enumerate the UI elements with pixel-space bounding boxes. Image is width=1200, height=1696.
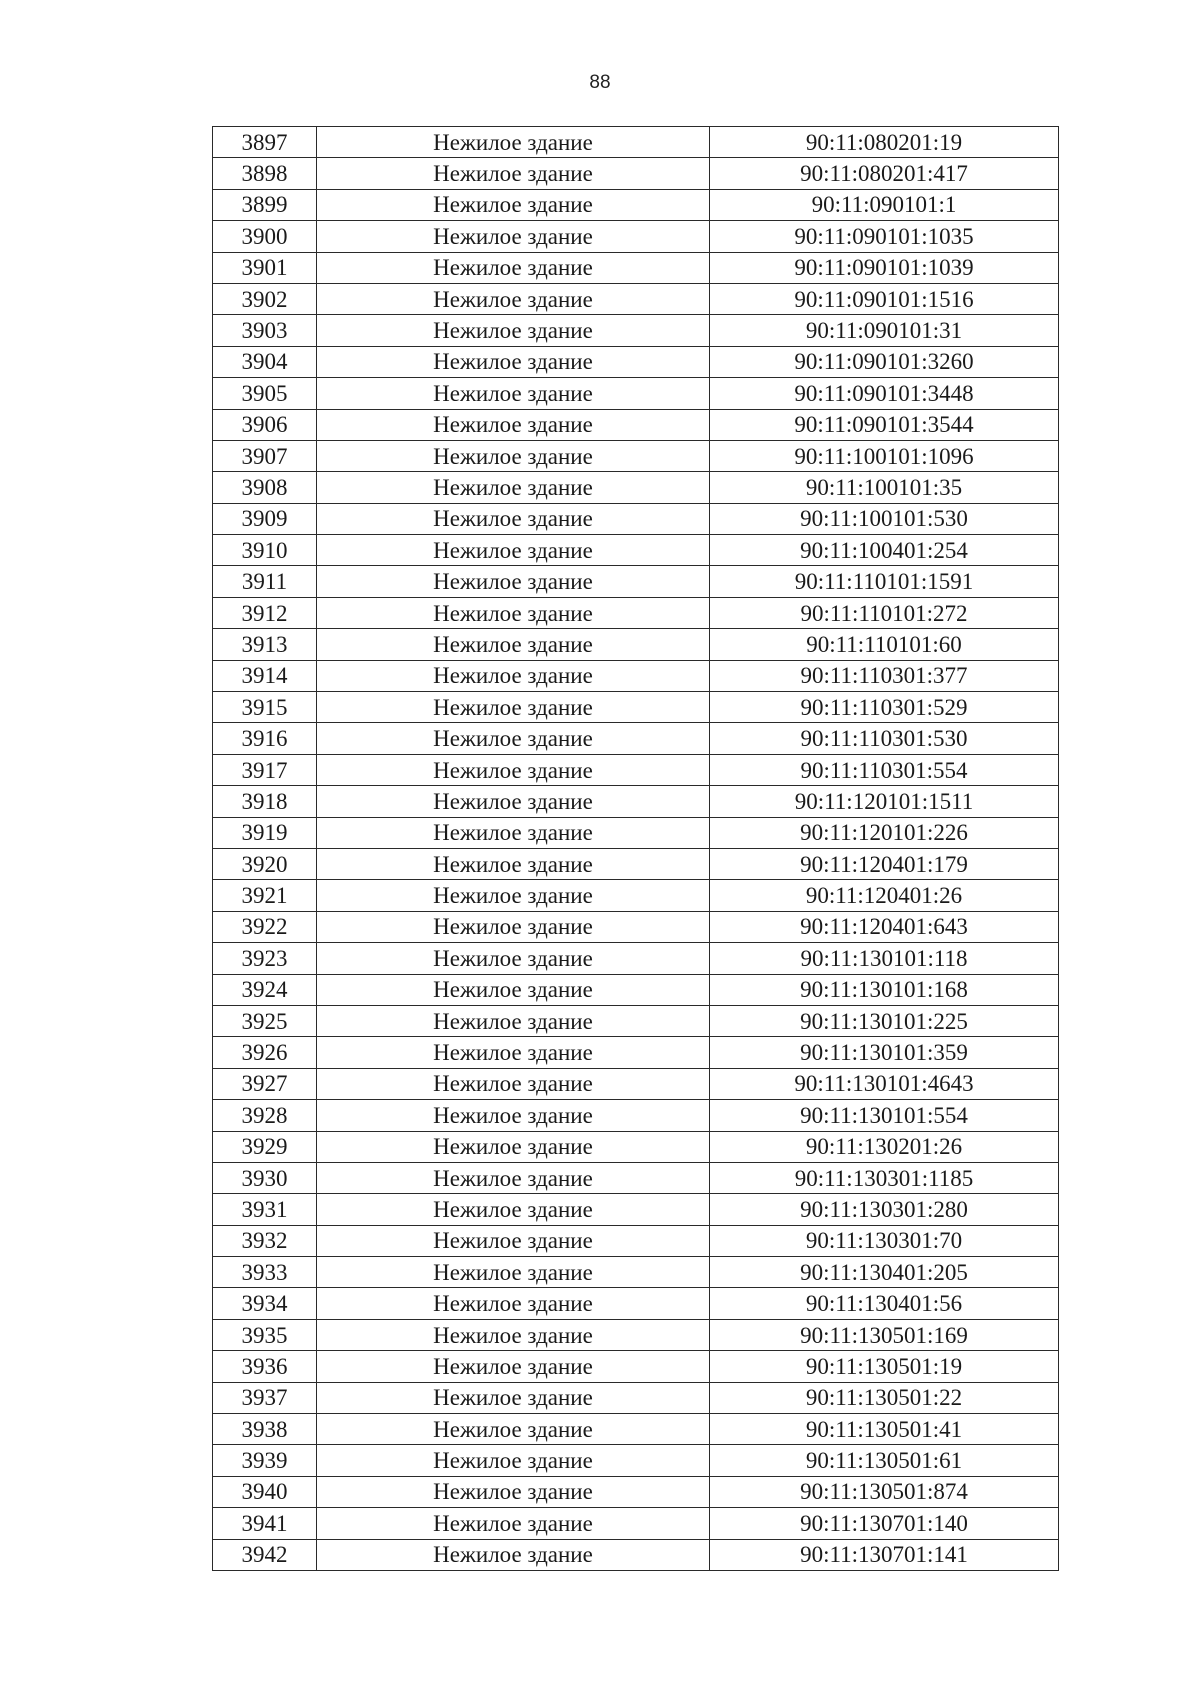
cadastral-number-cell: 90:11:130201:26 [710,1131,1059,1162]
row-number-cell: 3898 [213,158,317,189]
table-row [213,629,1059,660]
cadastral-number-cell: 90:11:130501:874 [710,1476,1059,1507]
row-number-cell: 3928 [213,1100,317,1131]
object-type-cell: Нежилое здание [317,1445,710,1476]
table-row [213,221,1059,252]
row-number-cell: 3936 [213,1351,317,1382]
table-row [213,1319,1059,1350]
row-number-cell: 3940 [213,1476,317,1507]
cadastral-number-cell: 90:11:110301:377 [710,660,1059,691]
cadastral-number-cell: 90:11:130501:19 [710,1351,1059,1382]
object-type-cell: Нежилое здание [317,189,710,220]
object-type-cell: Нежилое здание [317,440,710,471]
row-number-cell: 3902 [213,283,317,314]
table-row [213,943,1059,974]
object-type-cell: Нежилое здание [317,880,710,911]
cadastral-number-cell: 90:11:110301:529 [710,692,1059,723]
table-row [213,535,1059,566]
cadastral-number-cell: 90:11:120101:1511 [710,786,1059,817]
object-type-cell: Нежилое здание [317,629,710,660]
row-number-cell: 3922 [213,911,317,942]
row-number-cell: 3931 [213,1194,317,1225]
row-number-cell: 3901 [213,252,317,283]
row-number-cell: 3921 [213,880,317,911]
table-row [213,817,1059,848]
table-row [213,660,1059,691]
row-number-cell: 3934 [213,1288,317,1319]
row-number-cell: 3914 [213,660,317,691]
object-type-cell: Нежилое здание [317,1257,710,1288]
object-type-cell: Нежилое здание [317,1194,710,1225]
table-row [213,1508,1059,1539]
row-number-cell: 3939 [213,1445,317,1476]
table-row [213,1068,1059,1099]
object-type-cell: Нежилое здание [317,252,710,283]
cadastral-number-cell: 90:11:130301:280 [710,1194,1059,1225]
object-type-cell: Нежилое здание [317,911,710,942]
cadastral-number-cell: 90:11:130101:118 [710,943,1059,974]
object-type-cell: Нежилое здание [317,535,710,566]
row-number-cell: 3915 [213,692,317,723]
object-type-cell: Нежилое здание [317,283,710,314]
registry-table-body [213,127,1059,1571]
table-row [213,1194,1059,1225]
table-row [213,1162,1059,1193]
cadastral-number-cell: 90:11:130101:168 [710,974,1059,1005]
row-number-cell: 3917 [213,754,317,785]
cadastral-number-cell: 90:11:080201:417 [710,158,1059,189]
table-row [213,1257,1059,1288]
row-number-cell: 3935 [213,1319,317,1350]
row-number-cell: 3920 [213,848,317,879]
cadastral-number-cell: 90:11:130101:554 [710,1100,1059,1131]
object-type-cell: Нежилое здание [317,221,710,252]
object-type-cell: Нежилое здание [317,158,710,189]
row-number-cell: 3942 [213,1539,317,1570]
row-number-cell: 3933 [213,1257,317,1288]
row-number-cell: 3905 [213,378,317,409]
row-number-cell: 3930 [213,1162,317,1193]
object-type-cell: Нежилое здание [317,1131,710,1162]
cadastral-number-cell: 90:11:120401:643 [710,911,1059,942]
cadastral-number-cell: 90:11:100101:35 [710,472,1059,503]
cadastral-number-cell: 90:11:110301:554 [710,754,1059,785]
cadastral-number-cell: 90:11:130101:4643 [710,1068,1059,1099]
cadastral-number-cell: 90:11:130301:1185 [710,1162,1059,1193]
table-row [213,346,1059,377]
table-row [213,1225,1059,1256]
row-number-cell: 3897 [213,127,317,158]
cadastral-number-cell: 90:11:090101:1 [710,189,1059,220]
object-type-cell: Нежилое здание [317,1508,710,1539]
object-type-cell: Нежилое здание [317,1037,710,1068]
object-type-cell: Нежилое здание [317,1351,710,1382]
row-number-cell: 3923 [213,943,317,974]
cadastral-number-cell: 90:11:130701:140 [710,1508,1059,1539]
table-row [213,283,1059,314]
cadastral-number-cell: 90:11:110301:530 [710,723,1059,754]
table-row [213,1351,1059,1382]
cadastral-number-cell: 90:11:100401:254 [710,535,1059,566]
cadastral-number-cell: 90:11:100101:530 [710,503,1059,534]
table-row [213,1539,1059,1570]
row-number-cell: 3927 [213,1068,317,1099]
cadastral-number-cell: 90:11:130501:169 [710,1319,1059,1350]
object-type-cell: Нежилое здание [317,848,710,879]
object-type-cell: Нежилое здание [317,723,710,754]
cadastral-number-cell: 90:11:090101:1516 [710,283,1059,314]
object-type-cell: Нежилое здание [317,974,710,1005]
object-type-cell: Нежилое здание [317,1005,710,1036]
cadastral-number-cell: 90:11:090101:3544 [710,409,1059,440]
object-type-cell: Нежилое здание [317,127,710,158]
cadastral-number-cell: 90:11:120401:179 [710,848,1059,879]
row-number-cell: 3903 [213,315,317,346]
row-number-cell: 3925 [213,1005,317,1036]
cadastral-number-cell: 90:11:110101:60 [710,629,1059,660]
object-type-cell: Нежилое здание [317,817,710,848]
row-number-cell: 3926 [213,1037,317,1068]
table-row [213,127,1059,158]
row-number-cell: 3918 [213,786,317,817]
cadastral-number-cell: 90:11:130501:22 [710,1382,1059,1413]
object-type-cell: Нежилое здание [317,1288,710,1319]
object-type-cell: Нежилое здание [317,1476,710,1507]
table-row [213,880,1059,911]
table-row [213,189,1059,220]
cadastral-number-cell: 90:11:090101:31 [710,315,1059,346]
object-type-cell: Нежилое здание [317,1319,710,1350]
object-type-cell: Нежилое здание [317,1100,710,1131]
row-number-cell: 3929 [213,1131,317,1162]
cadastral-number-cell: 90:11:100101:1096 [710,440,1059,471]
row-number-cell: 3938 [213,1414,317,1445]
table-row [213,440,1059,471]
row-number-cell: 3904 [213,346,317,377]
table-row [213,911,1059,942]
object-type-cell: Нежилое здание [317,692,710,723]
row-number-cell: 3941 [213,1508,317,1539]
object-type-cell: Нежилое здание [317,315,710,346]
object-type-cell: Нежилое здание [317,409,710,440]
table-row [213,1414,1059,1445]
row-number-cell: 3908 [213,472,317,503]
row-number-cell: 3913 [213,629,317,660]
object-type-cell: Нежилое здание [317,1068,710,1099]
cadastral-number-cell: 90:11:130101:359 [710,1037,1059,1068]
object-type-cell: Нежилое здание [317,378,710,409]
row-number-cell: 3911 [213,566,317,597]
table-row [213,315,1059,346]
table-row [213,472,1059,503]
cadastral-number-cell: 90:11:110101:272 [710,597,1059,628]
row-number-cell: 3924 [213,974,317,1005]
table-row [213,566,1059,597]
cadastral-number-cell: 90:11:130301:70 [710,1225,1059,1256]
object-type-cell: Нежилое здание [317,346,710,377]
cadastral-number-cell: 90:11:090101:3448 [710,378,1059,409]
object-type-cell: Нежилое здание [317,1162,710,1193]
table-row [213,1445,1059,1476]
object-type-cell: Нежилое здание [317,472,710,503]
object-type-cell: Нежилое здание [317,1225,710,1256]
row-number-cell: 3909 [213,503,317,534]
table-row [213,692,1059,723]
table-row [213,378,1059,409]
row-number-cell: 3912 [213,597,317,628]
cadastral-number-cell: 90:11:120101:226 [710,817,1059,848]
table-row [213,754,1059,785]
row-number-cell: 3919 [213,817,317,848]
row-number-cell: 3907 [213,440,317,471]
cadastral-number-cell: 90:11:090101:1039 [710,252,1059,283]
table-row [213,409,1059,440]
table-row [213,1476,1059,1507]
cadastral-number-cell: 90:11:090101:1035 [710,221,1059,252]
table-row [213,974,1059,1005]
object-type-cell: Нежилое здание [317,1539,710,1570]
table-row [213,848,1059,879]
table-row [213,1005,1059,1036]
registry-table [212,126,1059,1571]
cadastral-number-cell: 90:11:130501:61 [710,1445,1059,1476]
cadastral-number-cell: 90:11:130501:41 [710,1414,1059,1445]
table-row [213,1100,1059,1131]
cadastral-number-cell: 90:11:130401:205 [710,1257,1059,1288]
row-number-cell: 3932 [213,1225,317,1256]
cadastral-number-cell: 90:11:080201:19 [710,127,1059,158]
cadastral-number-cell: 90:11:110101:1591 [710,566,1059,597]
cadastral-number-cell: 90:11:130401:56 [710,1288,1059,1319]
object-type-cell: Нежилое здание [317,597,710,628]
table-row [213,786,1059,817]
cadastral-number-cell: 90:11:090101:3260 [710,346,1059,377]
table-row [213,1037,1059,1068]
row-number-cell: 3937 [213,1382,317,1413]
table-row [213,1382,1059,1413]
table-row [213,503,1059,534]
table-row [213,723,1059,754]
object-type-cell: Нежилое здание [317,566,710,597]
object-type-cell: Нежилое здание [317,1414,710,1445]
row-number-cell: 3900 [213,221,317,252]
object-type-cell: Нежилое здание [317,786,710,817]
object-type-cell: Нежилое здание [317,1382,710,1413]
cadastral-number-cell: 90:11:130701:141 [710,1539,1059,1570]
row-number-cell: 3906 [213,409,317,440]
cadastral-number-cell: 90:11:120401:26 [710,880,1059,911]
row-number-cell: 3916 [213,723,317,754]
object-type-cell: Нежилое здание [317,754,710,785]
page-number: 88 [589,72,611,93]
table-row [213,1131,1059,1162]
object-type-cell: Нежилое здание [317,503,710,534]
cadastral-number-cell: 90:11:130101:225 [710,1005,1059,1036]
object-type-cell: Нежилое здание [317,660,710,691]
table-row [213,1288,1059,1319]
table-row [213,158,1059,189]
table-row [213,597,1059,628]
table-row [213,252,1059,283]
object-type-cell: Нежилое здание [317,943,710,974]
row-number-cell: 3910 [213,535,317,566]
row-number-cell: 3899 [213,189,317,220]
